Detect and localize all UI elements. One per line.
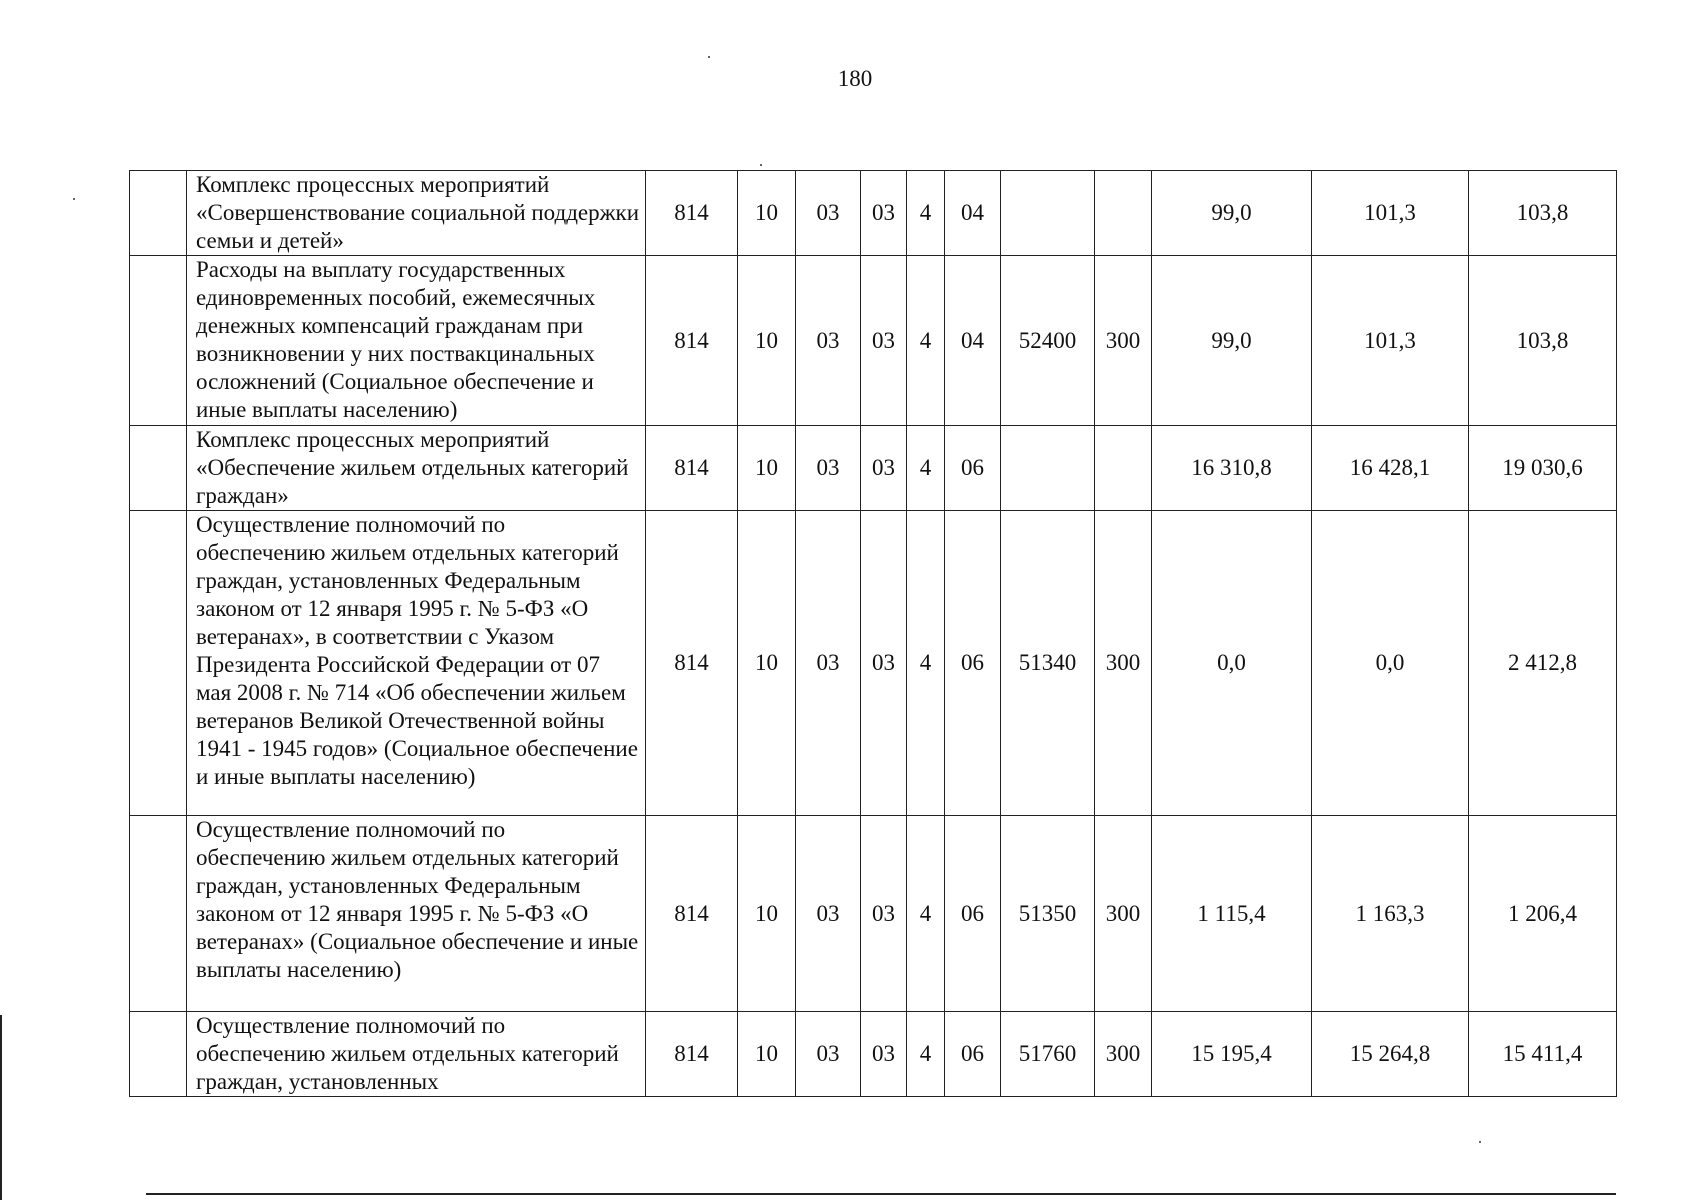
cell-amount-year-2: 15 264,8 [1312,1012,1469,1097]
cell-direction [1001,171,1095,256]
cell-program: 03 [861,171,907,256]
cell-amount-year-2: 101,3 [1312,171,1469,256]
cell-ministry-code: 814 [646,426,738,511]
scan-margin-line [0,1015,2,1200]
row-name: Комплекс процессных мероприятий «Обеспечение жильем отдельных категорий граждан» [187,426,646,511]
cell-program-type: 4 [907,1012,945,1097]
row-number-cell [130,511,187,816]
cell-expense-type: 300 [1095,511,1152,816]
cell-ministry-code: 814 [646,256,738,426]
cell-ministry-code: 814 [646,816,738,1012]
cell-subsection: 03 [796,511,861,816]
row-number-cell [130,171,187,256]
cell-program-type: 4 [907,171,945,256]
cell-amount-year-1: 16 310,8 [1152,426,1312,511]
scan-bottom-line [146,1193,1616,1195]
cell-amount-year-2: 1 163,3 [1312,816,1469,1012]
cell-amount-year-2: 16 428,1 [1312,426,1469,511]
row-number-cell [130,816,187,1012]
cell-program-type: 4 [907,816,945,1012]
cell-direction: 51760 [1001,1012,1095,1097]
cell-section: 10 [738,426,796,511]
cell-program: 03 [861,511,907,816]
budget-table [129,170,1617,1097]
row-name: Расходы на выплату государственных единовременных пособий, ежемесячных денежных компенсаций гражданам при возникновении у них поствакцинальных осложнений (Социальное обеспечение и иные выплаты населению) [187,256,646,426]
cell-section: 10 [738,256,796,426]
cell-subsection: 03 [796,816,861,1012]
cell-amount-year-3: 1 206,4 [1469,816,1617,1012]
cell-amount-year-1: 15 195,4 [1152,1012,1312,1097]
cell-amount-year-3: 19 030,6 [1469,426,1617,511]
cell-amount-year-2: 0,0 [1312,511,1469,816]
scan-speck [73,198,75,200]
table-row [130,1012,1617,1097]
cell-structural-element: 06 [945,511,1001,816]
row-name: Осуществление полномочий по обеспечению жильем отдельных категорий граждан, установленных Федеральным законом от 12 января 1995 г. № 5-ФЗ «О ветеранах», в соответствии с Указом Президента Российской Федерации от 07 мая 2008 г. № 714 «Об обеспечении жильем ветеранов Великой Отечественной войны 1941 - 1945 годов» (Социальное обеспечение и иные выплаты населению) [187,511,646,816]
cell-amount-year-3: 103,8 [1469,171,1617,256]
scan-speck [1479,1141,1481,1143]
row-name: Осуществление полномочий по обеспечению жильем отдельных категорий граждан, установленных [187,1012,646,1097]
cell-direction: 52400 [1001,256,1095,426]
cell-subsection: 03 [796,426,861,511]
cell-ministry-code: 814 [646,1012,738,1097]
cell-expense-type [1095,426,1152,511]
cell-amount-year-3: 15 411,4 [1469,1012,1617,1097]
table-row [130,816,1617,1012]
cell-expense-type [1095,171,1152,256]
cell-amount-year-1: 99,0 [1152,171,1312,256]
cell-direction: 51350 [1001,816,1095,1012]
cell-structural-element: 06 [945,816,1001,1012]
cell-subsection: 03 [796,1012,861,1097]
row-number-cell [130,1012,187,1097]
cell-ministry-code: 814 [646,171,738,256]
cell-program: 03 [861,816,907,1012]
cell-ministry-code: 814 [646,511,738,816]
cell-expense-type: 300 [1095,256,1152,426]
scan-speck [760,164,762,166]
table-row [130,171,1617,256]
cell-program: 03 [861,256,907,426]
scan-speck [708,56,710,58]
cell-subsection: 03 [796,256,861,426]
cell-section: 10 [738,511,796,816]
cell-amount-year-1: 1 115,4 [1152,816,1312,1012]
cell-section: 10 [738,1012,796,1097]
table-row [130,426,1617,511]
cell-amount-year-1: 99,0 [1152,256,1312,426]
cell-program-type: 4 [907,511,945,816]
cell-amount-year-3: 2 412,8 [1469,511,1617,816]
cell-expense-type: 300 [1095,1012,1152,1097]
cell-direction: 51340 [1001,511,1095,816]
cell-amount-year-1: 0,0 [1152,511,1312,816]
table-row [130,511,1617,816]
row-name: Осуществление полномочий по обеспечению жильем отдельных категорий граждан, установленных Федеральным законом от 12 января 1995 г. № 5-ФЗ «О ветеранах» (Социальное обеспечение и иные выплаты населению) [187,816,646,1012]
cell-amount-year-2: 101,3 [1312,256,1469,426]
row-name: Комплекс процессных мероприятий «Совершенствование социальной поддержки семьи и детей» [187,171,646,256]
cell-structural-element: 06 [945,426,1001,511]
cell-program: 03 [861,426,907,511]
cell-direction [1001,426,1095,511]
cell-program-type: 4 [907,256,945,426]
cell-amount-year-3: 103,8 [1469,256,1617,426]
cell-expense-type: 300 [1095,816,1152,1012]
cell-section: 10 [738,171,796,256]
cell-structural-element: 06 [945,1012,1001,1097]
cell-structural-element: 04 [945,171,1001,256]
row-number-cell [130,256,187,426]
table-row [130,256,1617,426]
row-number-cell [130,426,187,511]
cell-program-type: 4 [907,426,945,511]
cell-subsection: 03 [796,171,861,256]
cell-structural-element: 04 [945,256,1001,426]
cell-program: 03 [861,1012,907,1097]
page-number: 180 [837,66,873,91]
cell-section: 10 [738,816,796,1012]
